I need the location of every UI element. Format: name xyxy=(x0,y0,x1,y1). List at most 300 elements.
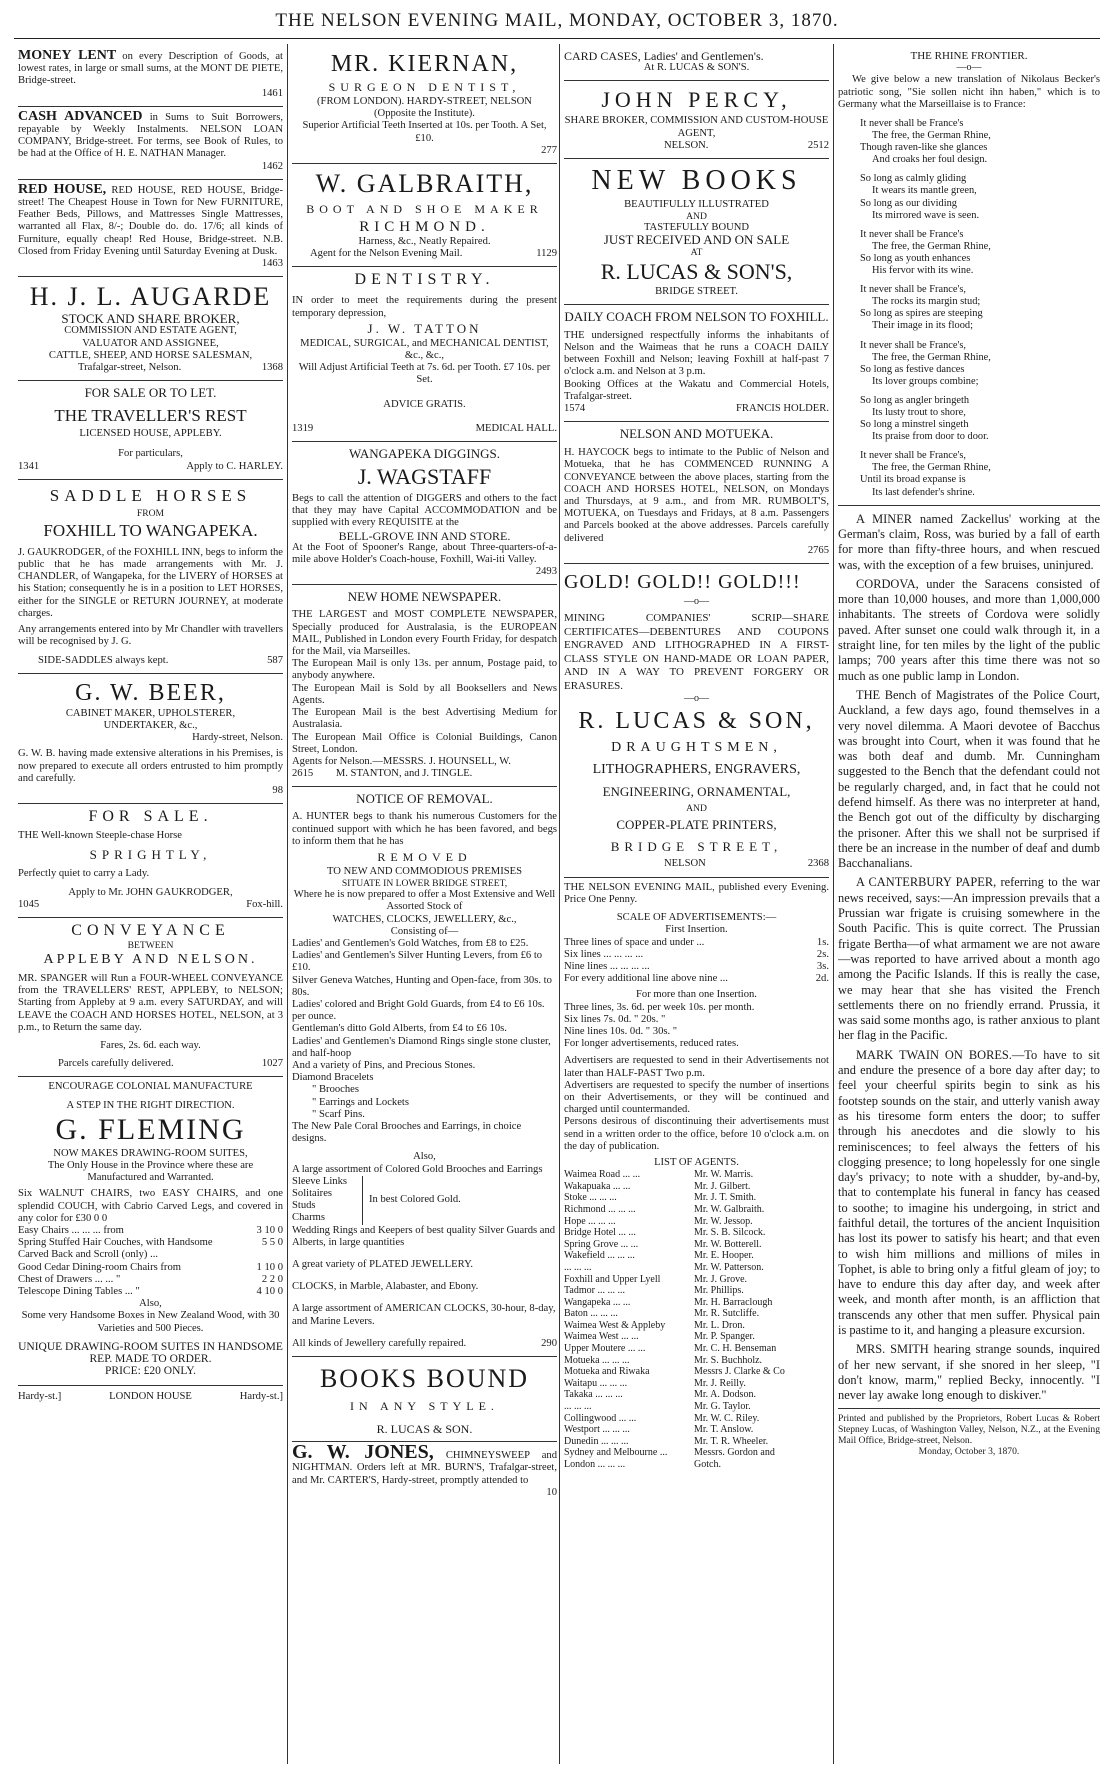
agent-row xyxy=(564,1378,829,1390)
ad-lead: RED HOUSE, xyxy=(18,181,107,197)
agent-place: ... ... ... xyxy=(564,1261,592,1273)
ad-line: SIDE-SADDLES always kept. xyxy=(38,654,169,666)
rate-label: Three lines of space and under ... xyxy=(564,936,705,948)
ad-title: CONVEYANCE xyxy=(71,921,230,939)
ad-line: AND xyxy=(686,803,707,815)
ad-line: All kinds of Jewellery carefully repaired. xyxy=(292,1337,467,1349)
ad-jones xyxy=(292,1442,557,1505)
poem-stanza xyxy=(838,395,1100,443)
poem-stanza xyxy=(838,450,1100,498)
ad-line: The Only House in the Province where these are Manufactured and Warranted. xyxy=(47,1159,254,1184)
rate-label: Nine lines ... ... ... ... xyxy=(564,960,650,972)
ad-title: W. GALBRAITH, xyxy=(315,169,534,199)
poem-line: And croaks her foul design. xyxy=(872,154,988,166)
ad-line: BRIDGE STREET. xyxy=(655,285,738,297)
poem-line: Until its broad expanse is xyxy=(860,474,966,486)
poem-line: It never shall be France's, xyxy=(860,339,967,351)
ad-books-bound xyxy=(292,1357,557,1442)
agent-row xyxy=(564,1297,829,1309)
agent-row xyxy=(564,1181,829,1193)
poem xyxy=(838,118,1100,499)
poem-line: Its mirrored wave is seen. xyxy=(872,209,980,221)
agent-name: Mr. H. Barraclough xyxy=(694,1296,773,1308)
column-divider xyxy=(559,44,560,1764)
ad-number: 1341 xyxy=(18,460,40,472)
agent-row xyxy=(564,1262,829,1274)
price-item: Good Cedar Dining-room Chairs from xyxy=(18,1261,181,1273)
article-title: THE RHINE FRONTIER. xyxy=(910,50,1028,62)
ad-line: Agent for the Nelson Evening Mail. xyxy=(310,248,463,260)
ad-text: THE Well-known Steeple-chase Horse xyxy=(18,830,182,842)
ad-dentistry xyxy=(292,267,557,442)
ad-line: LICENSED HOUSE, APPLEBY. xyxy=(79,428,222,440)
poem-line: It never shall be France's, xyxy=(860,450,967,462)
stock-line: Silver Geneva Watches, Hunting and Open-face, from 30s. to 80s. xyxy=(292,974,552,998)
rate-line: Six lines 7s. 0d. " 20s. " xyxy=(564,1013,666,1025)
poem-line: The free, the German Rhine, xyxy=(872,130,991,142)
ad-line: Also, xyxy=(139,1298,162,1310)
poem-line: So long as calmly gliding xyxy=(860,173,967,185)
ad-heading: REMOVED xyxy=(377,849,472,864)
agent-row xyxy=(564,1389,829,1401)
ad-title: BOOKS BOUND xyxy=(319,1364,530,1394)
ad-number: 277 xyxy=(541,144,557,156)
ad-title: NEW BOOKS xyxy=(591,165,802,197)
ad-text: The European Mail is the best Advertising Medium for Australasia. xyxy=(292,707,557,731)
ad-text: Agents for Nelson.—MESSRS. J. HOUNSELL, W. xyxy=(292,755,511,767)
agent-place: Waimea West & Appleby xyxy=(564,1319,666,1331)
ad-line: Hardy-street, Nelson. xyxy=(192,732,283,744)
ad-number: 1462 xyxy=(261,160,283,172)
stock-line: Ladies' colored and Bright Gold Guards, from £4 to £6 10s. per ounce. xyxy=(292,998,545,1023)
ad-new-books xyxy=(564,159,829,305)
ad-nelson-motueka xyxy=(564,422,829,564)
agent-row xyxy=(564,1343,829,1355)
agent-row xyxy=(564,1413,829,1425)
ad-heading: FOXHILL TO WANGAPEKA. xyxy=(43,520,258,540)
ad-line: Consisting of— xyxy=(390,925,459,937)
agent-row xyxy=(564,1216,829,1228)
poem-stanza xyxy=(838,340,1100,388)
ad-line: COPPER-PLATE PRINTERS, xyxy=(616,817,777,833)
news-paragraphs xyxy=(838,512,1100,1404)
rate-row xyxy=(564,949,829,961)
ad-line: Hardy-st.] xyxy=(239,1391,283,1403)
ad-line: FRANCIS HOLDER. xyxy=(735,403,829,415)
separator: —o— xyxy=(956,62,982,74)
ad-line: A large assortment of Colored Gold Brooches and Earrings xyxy=(292,1163,543,1175)
ad-red-house xyxy=(18,180,283,277)
price-row xyxy=(18,1225,283,1237)
poem-line: So long as festive dances xyxy=(860,363,965,375)
ad-number: 10 xyxy=(546,1486,557,1498)
stock-line: " Scarf Pins. xyxy=(312,1108,365,1120)
agent-name: Mr. J. Gilbert. xyxy=(694,1180,751,1192)
agent-row xyxy=(564,1355,829,1367)
ad-heading: BELL-GROVE INN AND STORE. xyxy=(338,528,511,543)
ad-heading: J. W. TATTON xyxy=(367,320,482,336)
stock-line: " Brooches xyxy=(312,1084,359,1096)
price-row xyxy=(18,1262,283,1274)
ad-augarde xyxy=(18,277,283,381)
ad-line: Will Adjust Artificial Teeth at 7s. 6d. per Tooth. £7 10s. per Set. xyxy=(298,362,551,386)
ad-title: NOTICE OF REMOVAL. xyxy=(356,791,493,807)
agent-name: Mr. A. Dodson. xyxy=(694,1389,756,1401)
ad-line: AND xyxy=(686,211,707,223)
rate-value: 2s. xyxy=(816,948,829,960)
ad-text: The European Mail is Sold by all Booksellers and News Agents. xyxy=(292,682,557,706)
ad-heading: R. LUCAS & SON'S, xyxy=(600,258,793,284)
poem-line: It wears its mantle green, xyxy=(872,185,977,197)
ad-text: THE undersigned respectfully informs the inhabitants of Nelson and the Waimeas that he runs a COACH DAILY between Foxhill and Nelson; leaving Foxhill at half-past 7 o'clock a.m. and Nelson at 3 p.m. xyxy=(564,329,829,378)
ad-title: FOR SALE OR TO LET. xyxy=(84,385,217,401)
ad-fleming xyxy=(18,1077,283,1409)
ad-line: NOW MAKES DRAWING-ROOM SUITES, xyxy=(53,1147,248,1159)
agent-place: Hope ... ... ... xyxy=(564,1215,616,1227)
ad-number: 2615 xyxy=(292,768,314,780)
poem-stanza xyxy=(838,229,1100,277)
poem-line: Its praise from door to door. xyxy=(872,431,989,443)
ad-line: Parcels carefully delivered. xyxy=(58,1058,174,1070)
agent-name: Mr. J. Grove. xyxy=(694,1273,748,1285)
stock-line: Ladies' and Gentlemen's Gold Watches, from £8 to £25. xyxy=(292,937,529,949)
ad-number: 98 xyxy=(272,784,283,796)
ad-line: Fares, 2s. 6d. each way. xyxy=(100,1039,201,1051)
ad-line: Wedding Rings and Keepers of best quality Silver Guards and Alberts, in large quantities xyxy=(292,1224,556,1248)
ad-line: R. LUCAS & SON. xyxy=(376,1422,473,1437)
article-rhine-frontier xyxy=(838,46,1100,506)
poem-line: The free, the German Rhine, xyxy=(872,351,991,363)
agent-name: Mr. W. Marris. xyxy=(694,1169,754,1181)
column-4 xyxy=(838,46,1100,1457)
column-1 xyxy=(18,46,283,1410)
ad-line: A great variety of PLATED JEWELLERY. xyxy=(292,1259,474,1271)
agent-place: Bridge Hotel ... ... xyxy=(564,1227,636,1239)
ad-line: (Opposite the Institute). xyxy=(374,108,475,120)
ad-title: MR. KIERNAN, xyxy=(330,51,519,77)
ad-line: Apply to Mr. JOHN GAUKRODGER, xyxy=(68,886,233,898)
agent-place: Waimea Road ... ... xyxy=(564,1169,641,1181)
ad-title: DENTISTRY. xyxy=(354,271,495,289)
agent-place: Waimea West ... ... xyxy=(564,1331,639,1343)
rate-row xyxy=(564,937,829,949)
agent-place: Waitapu ... ... ... xyxy=(564,1377,628,1389)
agent-place: Motueka and Riwaka xyxy=(564,1366,650,1378)
ad-text: MR. SPANGER will Run a FOUR-WHEEL CONVEYANCE from the TRAVELLERS' REST, APPLEBY, to NELSON; Starting from Appleby at 9 a.m. every SATURDAY, and will LEAVE the COACH AND HORSES HOTEL, NELSON, at 3 p.m., to Return the same day. xyxy=(18,972,283,1033)
ad-title: H. J. L. AUGARDE xyxy=(29,282,272,312)
rate-line: Nine lines 10s. 0d. " 30s. " xyxy=(564,1025,678,1037)
ad-new-home-newspaper xyxy=(292,585,557,787)
poem-line: So long as our dividing xyxy=(860,197,957,209)
ad-number: 1368 xyxy=(261,362,283,374)
ad-title: FOR SALE. xyxy=(88,808,213,826)
rate-row xyxy=(564,961,829,973)
poem-line: Their image in its flood; xyxy=(872,320,973,332)
masthead-rule xyxy=(14,38,1100,39)
agent-row xyxy=(564,1447,829,1459)
ad-line: SITUATE IN LOWER BRIDGE STREET, xyxy=(341,878,508,890)
ad-number: 1319 xyxy=(292,422,314,434)
ad-title: SADDLE HORSES xyxy=(49,485,252,505)
brace-item: Sleeve Links xyxy=(292,1175,348,1187)
agent-name: Mr. P. Spanger. xyxy=(694,1331,755,1343)
rate-label: Six lines ... ... ... ... xyxy=(564,948,644,960)
ad-line: WATCHES, CLOCKS, JEWELLERY, &c., xyxy=(332,913,517,925)
ad-heading: J. WAGSTAFF xyxy=(357,464,492,490)
ad-line: CATTLE, SHEEP, AND HORSE SALESMAN, xyxy=(48,349,253,361)
ad-text: Any arrangements entered into by Mr Chandler with travellers will be recognised by J. G. xyxy=(18,624,283,648)
ad-gold xyxy=(564,564,829,878)
poem-line: The rocks its margin stud; xyxy=(872,296,981,308)
ad-for-sale-or-let xyxy=(18,381,283,480)
stock-line: Gentleman's ditto Gold Alberts, from £4 to £6 10s. xyxy=(292,1023,507,1035)
rate-value: 2d. xyxy=(815,973,829,985)
brace-item: Solitaires xyxy=(292,1188,333,1199)
ad-wangapeka xyxy=(292,442,557,585)
separator: —o— xyxy=(684,693,709,705)
ad-conveyance xyxy=(18,918,283,1077)
ad-lead: MONEY LENT xyxy=(18,48,117,63)
poem-line: So long as youth enhances xyxy=(860,252,971,264)
ad-text: A. HUNTER begs to thank his numerous Customers for the continued support with which he has been favored, and begs to inform them that he has xyxy=(292,811,557,847)
agent-name: Mr. W. Galbraith. xyxy=(694,1203,765,1215)
ad-line: STOCK AND SHARE BROKER, xyxy=(61,311,240,327)
agents-list xyxy=(564,1169,829,1470)
news-paragraph: THE Bench of Magistrates of the Police Court, Auckland, a few days ago, found themselves in a very novel dilemma. A Maori devotee of Bacchus was brought into Court, when it was found that he was both deaf and dumb. Mr. Cunningham suggested to the Bench that the defendant could not be regularly charged, and, in fact that he could not defend himself. As there was no interpreter at hand, the Bench got out of the difficulty by discharging the prisoner. After this we shall not be surprised if there be an increase in the number of deaf and dumb Bacchanalians. xyxy=(838,687,1100,871)
ad-heading: R. LUCAS & SON, xyxy=(578,708,815,735)
ad-number: 587 xyxy=(267,654,283,666)
brace-item: Charms xyxy=(292,1212,325,1224)
ad-text: Persons desirous of discontinuing their advertisements must send in a written order to the office, before 10 o'clock a.m. on the day of publication. xyxy=(564,1116,829,1152)
agent-place: Richmond ... ... ... xyxy=(564,1203,636,1215)
column-2 xyxy=(292,46,557,1505)
poem-line: The free, the German Rhine, xyxy=(872,240,991,252)
poem-stanza xyxy=(838,173,1100,221)
agent-name: Mr. Phillips. xyxy=(694,1285,744,1297)
agent-row xyxy=(564,1204,829,1216)
rate-value: 1s. xyxy=(816,936,829,948)
ad-title: NELSON AND MOTUEKA. xyxy=(619,426,774,442)
ad-line: LONDON HOUSE xyxy=(109,1391,192,1403)
agent-place: London ... ... ... xyxy=(564,1459,626,1470)
ad-line: MEDICAL, SURGICAL, and MECHANICAL DENTIST, &c., &c., xyxy=(300,337,549,362)
agent-name: Mr. W. C. Riley. xyxy=(694,1412,760,1424)
price-value: 5 5 0 xyxy=(261,1237,283,1249)
agent-name: Mr. G. Taylor. xyxy=(694,1401,751,1413)
ad-text: Advertisers are requested to specify the number of insertions on their Advertisements, or they will be continued and charged until countermanded. xyxy=(564,1079,829,1116)
ad-text: At the Foot of Spooner's Range, about Three-quarters-of-a-mile above Holder's Coach-house, Foxhill, Wai-iti Valley. xyxy=(292,541,557,566)
ad-heading: SPRIGHTLY, xyxy=(89,847,212,863)
ad-text: M. STANTON, and J. TINGLE. xyxy=(335,768,473,780)
ad-cash-advanced xyxy=(18,107,283,180)
ad-line: Trafalgar-street, Nelson. xyxy=(78,362,182,374)
ad-line: BEAUTIFULLY ILLUSTRATED xyxy=(624,199,769,211)
price-item: Spring Stuffed Hair Couches, with Handsome Carved Back and Scroll (only) ... xyxy=(18,1237,213,1261)
agent-row xyxy=(564,1308,829,1320)
agent-name: Mr. L. Dron. xyxy=(694,1319,745,1331)
ad-line: For more than one Insertion. xyxy=(636,989,757,1001)
ad-title: DAILY COACH FROM NELSON TO FOXHILL. xyxy=(564,308,829,324)
agent-row xyxy=(564,1274,829,1286)
agent-name: Mr. T. R. Wheeler. xyxy=(694,1435,769,1447)
article-intro: We give below a new translation of Nikolaus Becker's patriotic song, "Sie sollen nicht ihn haben," which is to Germany what the Marseillaise is to France: xyxy=(838,74,1100,110)
agent-place: Tadmor ... ... ... xyxy=(564,1285,625,1297)
agent-name: Messrs J. Clarke & Co xyxy=(694,1366,785,1378)
stock-line: Diamond Bracelets xyxy=(292,1072,374,1084)
poem-line: So long as angler bringeth xyxy=(860,394,970,406)
agent-row xyxy=(564,1285,829,1297)
ad-line: FROM xyxy=(136,507,165,519)
ad-text: CARD CASES, Ladies' and Gentlemen's. xyxy=(564,49,764,63)
agent-place: Westport ... ... ... xyxy=(564,1424,630,1436)
ad-line: JUST RECEIVED AND ON SALE xyxy=(603,232,790,248)
ad-number: 2765 xyxy=(807,544,829,556)
ad-text: THE LARGEST and MOST COMPLETE NEWSPAPER, Specially produced for Australasia, is the EUROPEAN MAIL, Published in London every Fourth Friday, for despatch for the Mail, via Marseilles. xyxy=(292,609,557,658)
ad-line: Fox-hill. xyxy=(246,898,283,910)
ad-line: BRIDGE STREET, xyxy=(610,839,783,855)
ad-line: AT xyxy=(690,246,703,258)
ad-line: (FROM LONDON). HARDY-STREET, NELSON xyxy=(317,96,532,107)
agent-name: Mr. C. H. Benseman xyxy=(694,1343,777,1355)
brace-item: Studs xyxy=(292,1200,316,1212)
ad-text: in Sums to Suit Borrowers, repayable by Weekly Instalments. NELSON LOAN COMPANY, Bridge-street. For terms, see Book of Rules, to be had at the Office of H. E. NATHAN Manager. xyxy=(18,111,283,160)
ad-kiernan xyxy=(292,46,557,164)
agent-place: Baton ... ... ... xyxy=(564,1308,618,1320)
price-item: Telescope Dining Tables ... " xyxy=(18,1286,140,1297)
agent-row xyxy=(564,1366,829,1378)
agent-place: Wakefield ... ... ... xyxy=(564,1250,635,1262)
price-value: 1 10 0 xyxy=(256,1261,283,1273)
imprint-block xyxy=(838,1408,1100,1457)
agent-row xyxy=(564,1169,829,1181)
rate-label: For every additional line above nine ... xyxy=(564,973,728,985)
stock-line: Ladies' and Gentlemen's Silver Hunting Levers, from £6 to £10. xyxy=(292,950,543,974)
agent-name: Mr. J. Reilly. xyxy=(694,1377,746,1389)
poem-line: Though raven-like she glances xyxy=(860,142,988,154)
stock-line: The New Pale Coral Brooches and Earrings, in choice designs. xyxy=(292,1120,522,1145)
ad-line: SCALE OF ADVERTISEMENTS:— xyxy=(616,912,777,924)
agent-place: Upper Moutere ... ... xyxy=(564,1343,646,1355)
poem-line: So long a minstrel singeth xyxy=(860,419,969,431)
ad-saddle-horses xyxy=(18,480,283,674)
ad-daily-coach xyxy=(564,305,829,422)
agent-row xyxy=(564,1250,829,1262)
column-divider xyxy=(287,44,288,1764)
agent-name: Mr. W. Botterell. xyxy=(694,1238,762,1250)
ad-number: 2368 xyxy=(807,858,829,870)
ad-text: IN order to meet the requirements during the present temporary depression, xyxy=(292,295,557,319)
ad-line: CLOCKS, in Marble, Alabaster, and Ebony. xyxy=(292,1281,479,1293)
ad-line: SHARE BROKER, COMMISSION AND CUSTOM-HOUSE AGENT, xyxy=(564,115,829,139)
news-paragraph: MRS. SMITH hearing strange sounds, inquired of her new servant, if she snored in her sleep, "I don't know, marm," replied Becky, innocently. "I never lay awake long enough to diskiver." xyxy=(838,1342,1100,1403)
agent-name: Mr. S. Buchholz. xyxy=(694,1354,763,1366)
ad-evening-mail xyxy=(564,878,829,1477)
agent-place: Collingwood ... ... xyxy=(564,1412,637,1424)
agent-row xyxy=(564,1331,829,1343)
ad-number: 1461 xyxy=(261,87,283,99)
ad-number: 1574 xyxy=(564,403,586,415)
ad-line: ENGINEERING, ORNAMENTAL, xyxy=(602,784,791,800)
agent-row xyxy=(564,1459,829,1471)
ad-number: 1045 xyxy=(18,898,40,910)
ad-number: 2493 xyxy=(535,566,557,578)
ad-line: For particulars, xyxy=(118,448,183,460)
poem-stanza xyxy=(838,284,1100,332)
ad-number: 2512 xyxy=(807,139,829,151)
agent-place: Foxhill and Upper Lyell xyxy=(564,1273,661,1285)
agent-row xyxy=(564,1401,829,1413)
agent-place: Sydney and Melbourne ... xyxy=(564,1447,668,1459)
ad-line: Some very Handsome Boxes in New Zealand Wood, with 30 Varieties and 500 Pieces. xyxy=(21,1310,280,1334)
ad-line: Also, xyxy=(413,1151,436,1163)
poem-line: His fervor with its wine. xyxy=(872,265,974,277)
ad-line: At R. LUCAS & SON'S. xyxy=(643,62,750,74)
rate-line: Three lines, 3s. 6d. per week 10s. per month. xyxy=(564,1001,755,1013)
ad-text: The European Mail Office is Colonial Buildings, Canon Street, London. xyxy=(292,731,557,755)
agent-name: Mr. J. T. Smith. xyxy=(694,1192,757,1204)
agent-place: Motueka ... ... ... xyxy=(564,1354,630,1366)
ad-title: WANGAPEKA DIGGINGS. xyxy=(349,446,500,462)
ad-card-cases xyxy=(564,46,829,81)
agent-place: Takaka ... ... ... xyxy=(564,1389,623,1401)
ad-line: Perfectly quiet to carry a Lady. xyxy=(18,868,150,880)
ad-heading: THE TRAVELLER'S REST xyxy=(54,406,247,426)
ad-heading: RICHMOND. xyxy=(359,219,490,236)
agent-name: Mr. R. Sutcliffe. xyxy=(694,1308,760,1320)
ad-number: 1463 xyxy=(261,258,283,270)
ad-lead: CASH ADVANCED xyxy=(18,108,143,124)
agent-row xyxy=(564,1424,829,1436)
brace-group xyxy=(292,1176,557,1225)
ad-number: 1027 xyxy=(261,1058,283,1070)
poem-stanza xyxy=(838,118,1100,166)
price-row xyxy=(18,1274,283,1286)
ad-line: For longer advertisements, reduced rates. xyxy=(564,1038,739,1050)
price-item: Chest of Drawers ... ... " xyxy=(18,1273,121,1285)
ad-line: First Insertion. xyxy=(665,924,728,936)
agent-row xyxy=(564,1436,829,1448)
ad-line: DRAUGHTSMEN, xyxy=(611,740,782,756)
ad-line: VALUATOR AND ASSIGNEE, xyxy=(82,337,219,349)
ad-line: Superior Artificial Teeth Inserted at 10s. per Tooth. A Set, £10. xyxy=(302,120,547,144)
agent-place: ... ... ... xyxy=(564,1401,592,1413)
poem-line: It never shall be France's, xyxy=(860,284,967,296)
ad-line: TO NEW AND COMMODIOUS PREMISES xyxy=(326,865,523,877)
ad-text: Begs to call the attention of DIGGERS and others to the fact that they may have Capital ACCOMMODATION and be supplied with every REQUISITE at the xyxy=(292,493,557,529)
ad-line: UNIQUE DRAWING-ROOM SUITES IN HANDSOME REP. MADE TO ORDER. xyxy=(18,1340,283,1366)
ad-line: CABINET MAKER, UPHOLSTERER, xyxy=(65,707,236,719)
ad-line: BETWEEN xyxy=(127,939,174,951)
ad-title: NEW HOME NEWSPAPER. xyxy=(347,589,502,605)
price-row xyxy=(18,1286,283,1298)
ad-line: UNDERTAKER, &c., xyxy=(103,719,198,731)
ad-text: CHIMNEYSWEEP and NIGHTMAN. Orders left at MR. BURN'S, Trafalgar-street, and Mr. CARTER'S, Hardy-street, promptly attended to xyxy=(292,1450,557,1486)
ad-number: 1129 xyxy=(536,248,557,260)
ad-text: THE NELSON EVENING MAIL, published every Evening. Price One Penny. xyxy=(564,881,829,905)
ad-line: MEDICAL HALL. xyxy=(475,422,557,434)
ad-line: ADVICE GRATIS. xyxy=(383,398,466,410)
ad-text: The European Mail is only 13s. per annum, Postage paid, to anybody anywhere. xyxy=(292,658,557,682)
ad-heading: BOOT AND SHOE MAKER xyxy=(306,202,543,217)
ad-heading: SURGEON DENTIST, xyxy=(328,80,521,94)
ad-line: LITHOGRAPHERS, ENGRAVERS, xyxy=(592,762,801,778)
ad-title: G. FLEMING xyxy=(55,1112,246,1146)
ad-for-sale-horse xyxy=(18,804,283,918)
ad-line: TASTEFULLY BOUND xyxy=(643,222,750,234)
ad-money-lent xyxy=(18,46,283,107)
ad-heading: IN ANY STYLE. xyxy=(350,1399,499,1414)
ad-line: A large assortment of AMERICAN CLOCKS, 30-hour, 8-day, and Marine Levers. xyxy=(292,1303,556,1327)
